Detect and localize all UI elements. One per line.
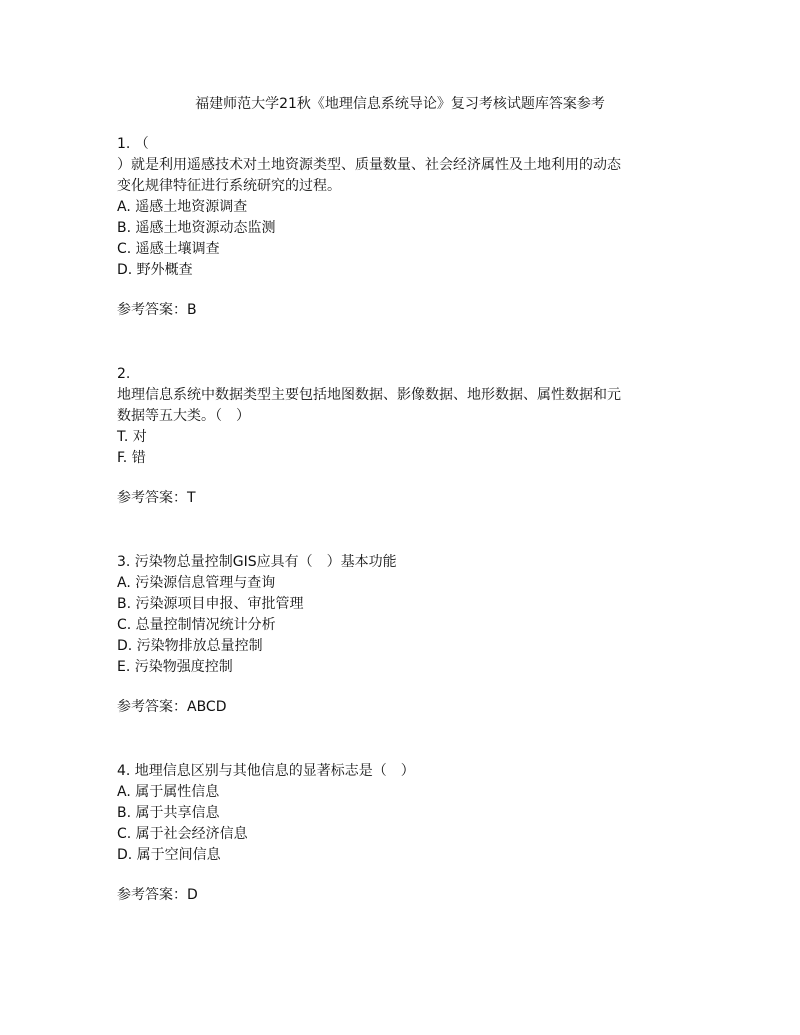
reference-answer: 参考答案：D [117,887,198,903]
option-d: D. 野外概查 [117,262,193,278]
reference-answer: 参考答案：ABCD [117,699,227,715]
option-f: F. 错 [117,450,146,466]
option-e: E. 污染物强度控制 [117,659,233,675]
reference-answer: 参考答案：B [117,302,197,318]
question-text-line: 地理信息系统中数据类型主要包括地图数据、影像数据、地形数据、属性数据和元 [117,387,621,403]
question-text-line: 1. （ [117,136,149,152]
question-text-line: 2. [117,366,131,382]
option-a: A. 污染源信息管理与查询 [117,575,276,591]
question-spacer [117,321,697,364]
question-3 [117,552,697,718]
question-list [117,134,697,906]
document-title: 福建师范大学21秋《地理信息系统导论》复习考核试题库答案参考 [195,96,605,112]
option-b: B. 属于共享信息 [117,805,220,821]
question-2 [117,364,697,509]
option-a: A. 属于属性信息 [117,784,220,800]
option-c: C. 遥感土壤调查 [117,241,220,257]
option-b: B. 污染源项目申报、审批管理 [117,596,304,612]
question-1 [117,134,697,321]
option-d: D. 属于空间信息 [117,847,221,863]
option-a: A. 遥感土地资源调查 [117,199,248,215]
option-c: C. 属于社会经济信息 [117,826,248,842]
option-c: C. 总量控制情况统计分析 [117,617,276,633]
question-text-line: 变化规律特征进行系统研究的过程。 [117,178,341,194]
question-4 [117,761,697,906]
reference-answer: 参考答案：T [117,490,196,506]
option-t: T. 对 [117,429,147,445]
question-text-line: 4. 地理信息区别与其他信息的显著标志是（ ） [117,763,415,779]
option-b: B. 遥感土地资源动态监测 [117,220,276,236]
question-spacer [117,718,697,761]
question-text-line: ）就是利用遥感技术对土地资源类型、质量数量、社会经济属性及土地利用的动态 [117,157,621,173]
question-spacer [117,509,697,552]
option-d: D. 污染物排放总量控制 [117,638,263,654]
question-text-line: 3. 污染物总量控制GIS应具有（ ）基本功能 [117,554,397,570]
question-text-line: 数据等五大类。（ ） [117,408,250,424]
